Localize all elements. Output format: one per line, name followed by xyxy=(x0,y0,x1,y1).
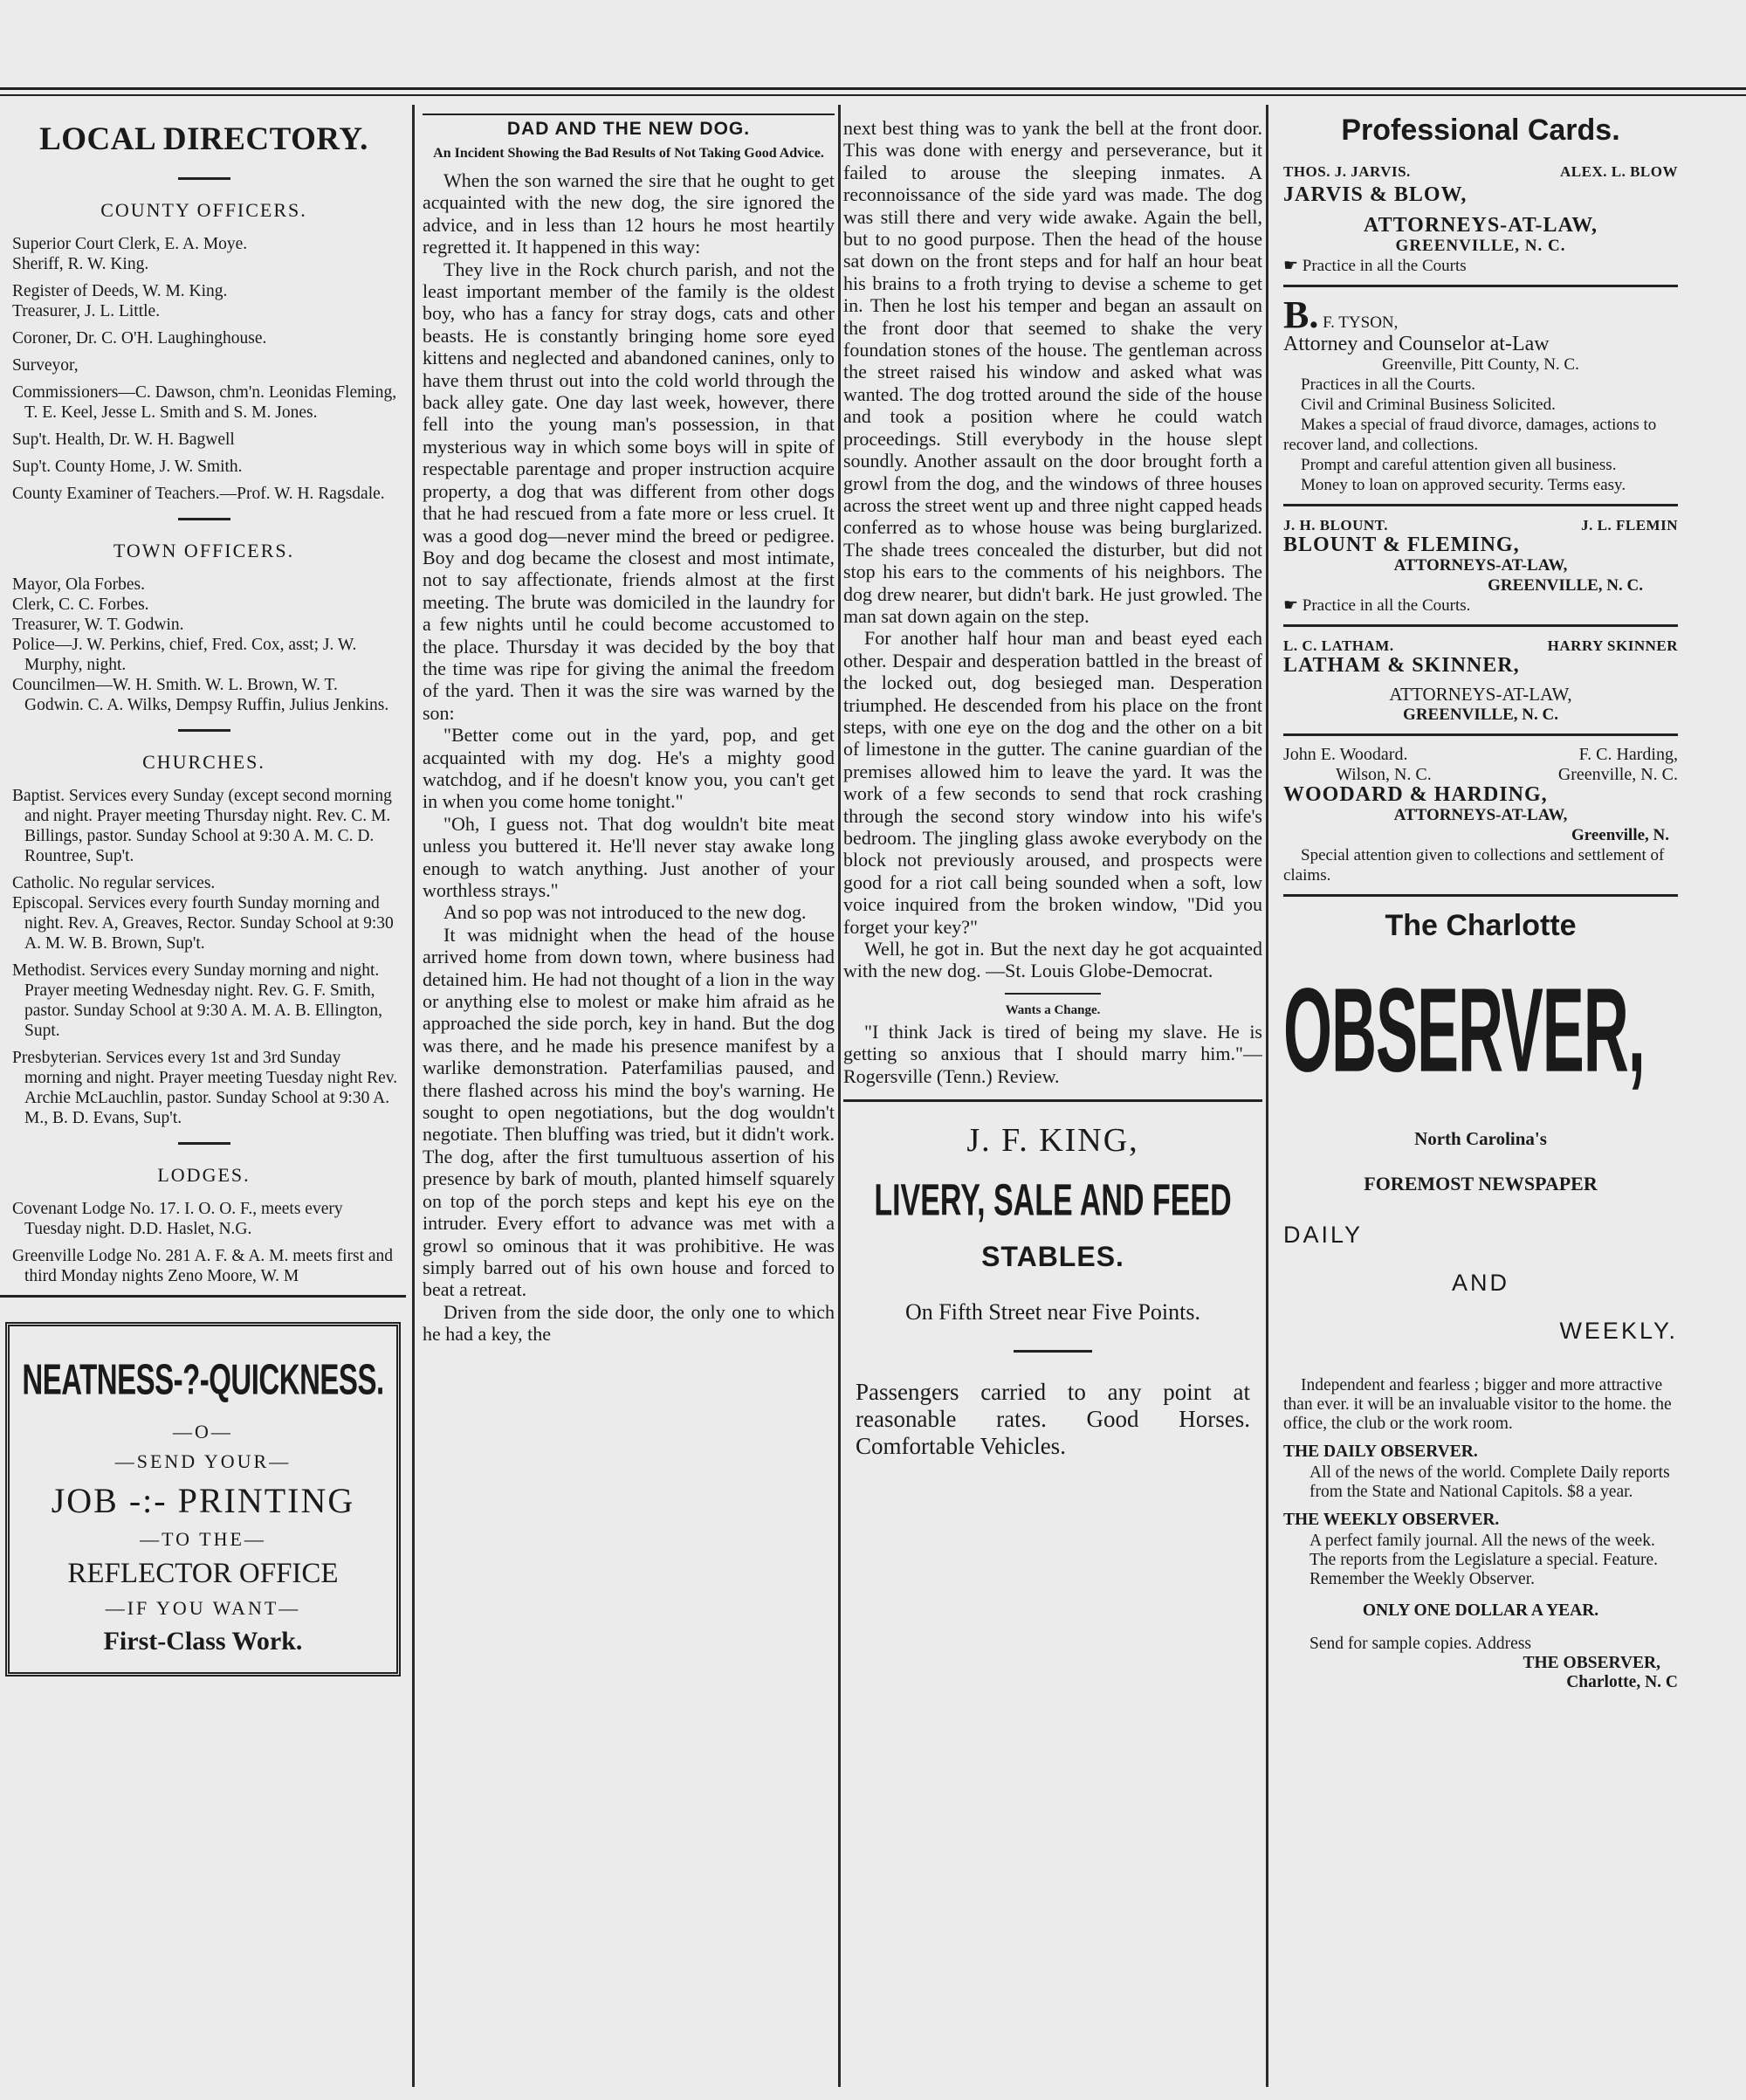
directory-entry: Baptist. Services every Sunday (except second morning and night. Prayer meeting Thursday night. Rev. C. M. Billings, pastor. Sunday School at 9:30 A. M. C. D. Rountree, Sup't. xyxy=(12,787,392,865)
story-paragraph: And so pop was not introduced to the new dog. xyxy=(443,901,807,924)
partner-name: F. C. Harding, xyxy=(1578,745,1678,764)
attorney-role: Attorney and Counselor at-Law xyxy=(1283,333,1550,355)
directory-entry: Episcopal. Services every fourth Sunday morning and night. Rev. A, Greaves, Rector. Sunday School at 9:30 A. M. W. B. Brown, Sup't. xyxy=(12,894,394,953)
directory-entry: Covenant Lodge No. 17. I. O. O. F., meets every Tuesday night. D.D. Haslet, N.G. xyxy=(12,1200,343,1238)
observer-weekly: WEEKLY. xyxy=(1559,1318,1678,1344)
column-rule-3 xyxy=(1266,105,1268,2087)
firm-role: ATTORNEYS-AT-LAW, xyxy=(1389,684,1572,705)
directory-entry: Councilmen—W. H. Smith. W. L. Brown, W. T. Godwin. C. A. Wilks, Dempsy Ruffin, Julius Jenkins. xyxy=(12,676,389,714)
divider xyxy=(1283,894,1678,897)
column-story-part1 xyxy=(423,112,835,2090)
card-jarvis-blow xyxy=(1283,162,1678,276)
observer-text: Send for sample copies. Address xyxy=(1310,1635,1531,1653)
attorney-line: Practices in all the Courts. xyxy=(1301,375,1475,394)
directory-entry: Commissioners—C. Dawson, chm'n. Leonidas Fleming, T. E. Keel, Jesse L. Smith and S. M. Jones. xyxy=(12,383,397,422)
observer-line: The Charlotte xyxy=(1385,909,1577,942)
story-paragraph: Driven from the side door, the only one to which he had a key, the xyxy=(423,1300,835,1346)
story-paragraph: "Better come out in the yard, pop, and get acquainted with my dog. He's a mighty good watchdog, and if he doesn't know you, you can't get in when you come home tonight." xyxy=(423,724,835,813)
directory-entry: Mayor, Ola Forbes. xyxy=(12,575,145,594)
partner-place: Greenville, N. C. xyxy=(1557,765,1678,784)
ad-line: First-Class Work. xyxy=(103,1627,303,1656)
directory-entry: Clerk, C. C. Forbes. xyxy=(12,596,149,614)
divider xyxy=(1283,504,1678,506)
partner-name: HARRY SKINNER xyxy=(1547,637,1678,654)
directory-entry: Catholic. No regular services. xyxy=(12,874,216,892)
partner-name: L. C. LATHAM. xyxy=(1283,637,1394,654)
observer-masthead: OBSERVER, xyxy=(1283,965,1645,1098)
directory-entry: Sup't. County Home, J. W. Smith. xyxy=(12,458,243,476)
king-stables: STABLES. xyxy=(981,1241,1124,1273)
divider xyxy=(178,177,230,180)
firm-role: ATTORNEYS-AT-LAW, xyxy=(1364,214,1598,237)
column-local-directory xyxy=(0,112,406,2090)
divider xyxy=(1005,993,1101,995)
observer-and: AND xyxy=(1451,1270,1509,1296)
observer-advertisement xyxy=(1283,909,1678,1692)
churches-heading: CHURCHES. xyxy=(142,751,265,773)
directory-entry: Treasurer, W. T. Godwin. xyxy=(12,616,184,634)
directory-entry: Treasurer, J. L. Little. xyxy=(12,302,161,320)
directory-title: LOCAL DIRECTORY. xyxy=(39,121,368,157)
king-stables-advertisement xyxy=(843,1121,1262,1460)
story-body xyxy=(423,169,835,1346)
firm-name: BLOUNT & FLEMING, xyxy=(1283,534,1520,556)
king-headline: LIVERY, SALE AND FEED xyxy=(874,1175,1232,1226)
printing-advertisement xyxy=(5,1322,401,1677)
directory-entry: Superior Court Clerk, E. A. Moye. xyxy=(12,235,248,253)
attorney-line: Money to loan on approved security. Terms easy. xyxy=(1301,476,1626,494)
firm-place: GREENVILLE, N. C. xyxy=(1395,237,1566,255)
partner-place: Wilson, N. C. xyxy=(1336,765,1432,784)
divider xyxy=(1283,624,1678,627)
directory-entry: Sup't. Health, Dr. W. H. Bagwell xyxy=(12,430,235,449)
divider xyxy=(178,729,230,732)
firm-name: JARVIS & BLOW, xyxy=(1283,183,1468,206)
observer-price: ONLY ONE DOLLAR A YEAR. xyxy=(1362,1601,1599,1620)
story-title: DAD AND THE NEW DOG. xyxy=(423,114,835,140)
observer-heading: THE DAILY OBSERVER. xyxy=(1283,1442,1478,1461)
directory-entry: Sheriff, R. W. King. xyxy=(12,255,149,273)
ad-line: JOB -:- PRINTING xyxy=(51,1481,355,1520)
firm-note: ☛ Practice in all the Courts. xyxy=(1283,596,1471,615)
town-officers-heading: TOWN OFFICERS. xyxy=(113,540,295,561)
divider xyxy=(178,518,230,520)
ad-headline: NEATNESS-?-QUICKNESS. xyxy=(22,1354,384,1403)
directory-entry: County Examiner of Teachers.—Prof. W. H. Ragsdale. xyxy=(12,485,385,503)
firm-name: WOODARD & HARDING, xyxy=(1283,783,1548,806)
observer-line: FOREMOST NEWSPAPER xyxy=(1364,1173,1598,1195)
firm-place: GREENVILLE, N. C. xyxy=(1403,706,1558,724)
divider xyxy=(1283,733,1678,736)
card-blount-fleming xyxy=(1283,515,1678,616)
directory-entry: Police—J. W. Perkins, chief, Fred. Cox, asst; J. W. Murphy, night. xyxy=(12,636,357,674)
directory-entry: Register of Deeds, W. M. King. xyxy=(12,282,228,300)
column-rule-1 xyxy=(412,105,415,2087)
attorney-line: Makes a special of fraud divorce, damages, actions to recover land, and collections. xyxy=(1283,416,1657,454)
divider xyxy=(178,1142,230,1145)
ad-line: —SEND YOUR— xyxy=(114,1450,292,1472)
firm-place: Greenville, N. xyxy=(1571,826,1669,844)
observer-text: All of the news of the world. Complete Daily reports from the State and National Capitols. $8 a year. xyxy=(1310,1463,1670,1501)
observer-text: A perfect family journal. All the news of the week. The reports from the Legislature a special. Feature. Remember the Weekly Observer. xyxy=(1310,1532,1659,1588)
story-paragraph: When the son warned the sire that he ought to get acquainted with the new dog, the sire ignored the advice, and in less than 12 hours he most heartily regretted it. It happened in this way: xyxy=(423,169,835,258)
firm-name: LATHAM & SKINNER, xyxy=(1283,654,1520,677)
story-paragraph: For another half hour man and beast eyed each other. Despair and desperation battled in the breast of the locked out, dog besieged man. Desperation triumphed. He descended from his place on the front steps, with one eye on the dog and the other on a bit of limestone in the gutter. The canine guardian of the premises allowed him to leave the yard. It was the work of a few seconds to send that rock crashing through the second story window into his wife's bedroom. The jingling glass awoke everybody on the block not previously aroused, and prospects were good for a riot call being sounded when a soft, low voice inquired from the broken window, "Did you forget your key?" xyxy=(843,627,1262,938)
story-paragraph: "I think Jack is tired of being my slave. He is getting so anxious that I should marry him."—Rogersville (Tenn.) Review. xyxy=(843,1020,1262,1087)
card-latham-skinner xyxy=(1283,636,1678,725)
partner-name: John E. Woodard. xyxy=(1283,745,1408,764)
card-tyson xyxy=(1283,293,1678,495)
top-rule-thin xyxy=(0,94,1746,96)
directory-entry: Coroner, Dr. C. O'H. Laughinghouse. xyxy=(12,329,267,348)
firm-role: ATTORNEYS-AT-LAW, xyxy=(1393,556,1568,575)
story-paragraph: next best thing was to yank the bell at the front door. This was done with energy and perseverance, but it failed to arouse the sleeping inmates. A reconnoissance of the side yard was made. The dog was still there and very wide awake. Again the bell, but to no good purpose. Then the head of the house sat down on the front steps and for half an hour beat his brains to a froth trying to devise a scheme to get in. Then he lost his temper and began an assault on the front door that seemed to shake the very foundation stones of the house. The gentleman across the street raised his window and asked what was wanted. The dog trotted around the side of the house and took a position where he could watch proceedings. Still everybody in the house slept soundly. Another assault on the door brought forth a growl from the dog, and the windows of three houses across the street went up and three night capped heads conferred as to whose house was being burglarized. The shade trees concealed the disturber, but did not stop his ears to the comments of his neighbors. The dog drew nearer, but didn't bark. He just growled. The man sat down again on the step. xyxy=(843,117,1262,627)
partner-name: THOS. J. JARVIS. xyxy=(1283,163,1411,180)
partner-name: ALEX. L. BLOW xyxy=(1560,163,1678,180)
ad-line: REFLECTOR OFFICE xyxy=(67,1558,339,1589)
drop-initial: B. xyxy=(1283,293,1319,336)
county-officers-heading: COUNTY OFFICERS. xyxy=(100,199,307,221)
king-name: J. F. KING, xyxy=(966,1122,1139,1160)
attorney-name: F. TYSON, xyxy=(1323,313,1399,332)
story-subtitle: An Incident Showing the Bad Results of Not Taking Good Advice. xyxy=(433,146,824,161)
partner-name: J. L. FLEMIN xyxy=(1581,517,1678,534)
lodges-heading: LODGES. xyxy=(157,1164,251,1186)
story-body-continued xyxy=(843,117,1262,982)
directory-entry: Surveyor, xyxy=(12,356,79,375)
attorney-place: Greenville, Pitt County, N. C. xyxy=(1382,355,1579,374)
divider xyxy=(0,1295,406,1298)
directory-entry: Methodist. Services every Sunday morning and night. Prayer meeting Wednesday night. Rev. G. F. Smith, pastor. Sunday School at 9:30 A. M. A. B. Ellington, Supt. xyxy=(12,961,383,1040)
observer-text: Independent and fearless ; bigger and more attractive than ever. it will be an invaluable visitor to the home. the office, the club or the work room. xyxy=(1283,1376,1672,1433)
column-rule-2 xyxy=(838,105,841,2087)
divider xyxy=(1283,285,1678,287)
card-woodard-harding xyxy=(1283,745,1678,885)
story-paragraph: "Oh, I guess not. That dog wouldn't bite meat unless you buttered it. He'll never stay awake long enough to watch anything. Just another of your worthless strays." xyxy=(423,812,835,901)
top-rule xyxy=(0,87,1746,90)
observer-address: THE OBSERVER, xyxy=(1523,1654,1660,1672)
directory-entry: Presbyterian. Services every 1st and 3rd Sunday morning and night. Prayer meeting Tuesday night Rev. Archie McLauchlin, pastor. Sunday School at 9:30 A. M., B. D. Evans, Sup't. xyxy=(12,1049,398,1127)
directory-entry: Greenville Lodge No. 281 A. F. & A. M. meets first and third Monday nights Zeno Moore, W. M xyxy=(12,1247,394,1285)
column-professional-cards xyxy=(1275,112,1685,2090)
firm-role: ATTORNEYS-AT-LAW, xyxy=(1393,806,1568,824)
observer-line: North Carolina's xyxy=(1414,1128,1547,1149)
divider xyxy=(843,1099,1262,1102)
ad-line: —TO THE— xyxy=(140,1528,266,1550)
firm-place: GREENVILLE, N. C. xyxy=(1488,576,1643,595)
story-paragraph: Well, he got in. But the next day he got acquainted with the new dog. —St. Louis Globe-Democrat. xyxy=(843,938,1262,982)
king-location: On Fifth Street near Five Points. xyxy=(905,1299,1200,1325)
wants-change-title: Wants a Change. xyxy=(1005,1002,1101,1017)
observer-daily: DAILY xyxy=(1283,1222,1364,1248)
column-story-part2 xyxy=(843,112,1262,2090)
professional-cards-title: Professional Cards. xyxy=(1341,114,1620,147)
king-details: Passengers carried to any point at reasonable rates. Good Horses. Comfortable Vehicles. xyxy=(856,1379,1250,1460)
attorney-line: Prompt and careful attention given all business. xyxy=(1301,456,1617,474)
ad-line: —O— xyxy=(173,1421,233,1442)
story-paragraph: They live in the Rock church parish, and not the least important member of the family is the oldest boy, who has a fancy for stray dogs, cats and other beasts. He is constantly bringing home sore eyed kittens and neglected and abandoned canines, only to have them thrust out into the cold world through the back alley gate. One day last week, however, there fell into the young man's possession, in that mysterious way in which some boys will in spite of respectable parentage and proper instruction acquire property, a dog that was different from other dogs that he had rescued from a fate more or less cruel. It was a good dog—never mind the breed or pedigree. Boy and dog became the closest and most intimate, not to say affectionate, friends almost at the first meeting. The brute was domiciled in the laundry for a few nights until he could become accustomed to the place. Thursday it was decided by the boy that the time was ripe for giving the animal the freedom of the yard. Then it was the sire was warned by the son: xyxy=(423,258,835,724)
story-paragraph: It was midnight when the head of the house arrived home from down town, where business had detained him. He had not thought of a lion in the way or anything else to molest or make him afraid as he approached the side porch, key in hand. But the dog was there, and he made his presence manifest by a warlike demonstration. Paterfamilias paused, and there flashed across his mind the boy's warning. He sought to open negotiations, but the dog wouldn't negotiate. Then bluffing was tried, but it didn't work. The dog, after the first tumultuous assertion of his presence by bark of mouth, planted himself squarely on top of the porch steps and kept his eye on the intruder. Every effort to advance was met with a growl so ominous that it was prohibitive. He was simply barred out of his own house and forced to beat a retreat. xyxy=(423,923,835,1301)
wants-change-body xyxy=(843,1021,1262,1087)
observer-body xyxy=(1283,1376,1678,1692)
attorney-line: Civil and Criminal Business Solicited. xyxy=(1301,396,1556,414)
observer-address: Charlotte, N. C xyxy=(1566,1673,1678,1691)
observer-heading: THE WEEKLY OBSERVER. xyxy=(1283,1511,1500,1529)
firm-note: ☛ Practice in all the Courts xyxy=(1283,257,1467,275)
ad-line: —IF YOU WANT— xyxy=(105,1597,301,1619)
firm-note: Special attention given to collections and settlement of claims. xyxy=(1283,846,1665,885)
partner-name: J. H. BLOUNT. xyxy=(1283,517,1389,534)
divider xyxy=(1014,1350,1092,1353)
